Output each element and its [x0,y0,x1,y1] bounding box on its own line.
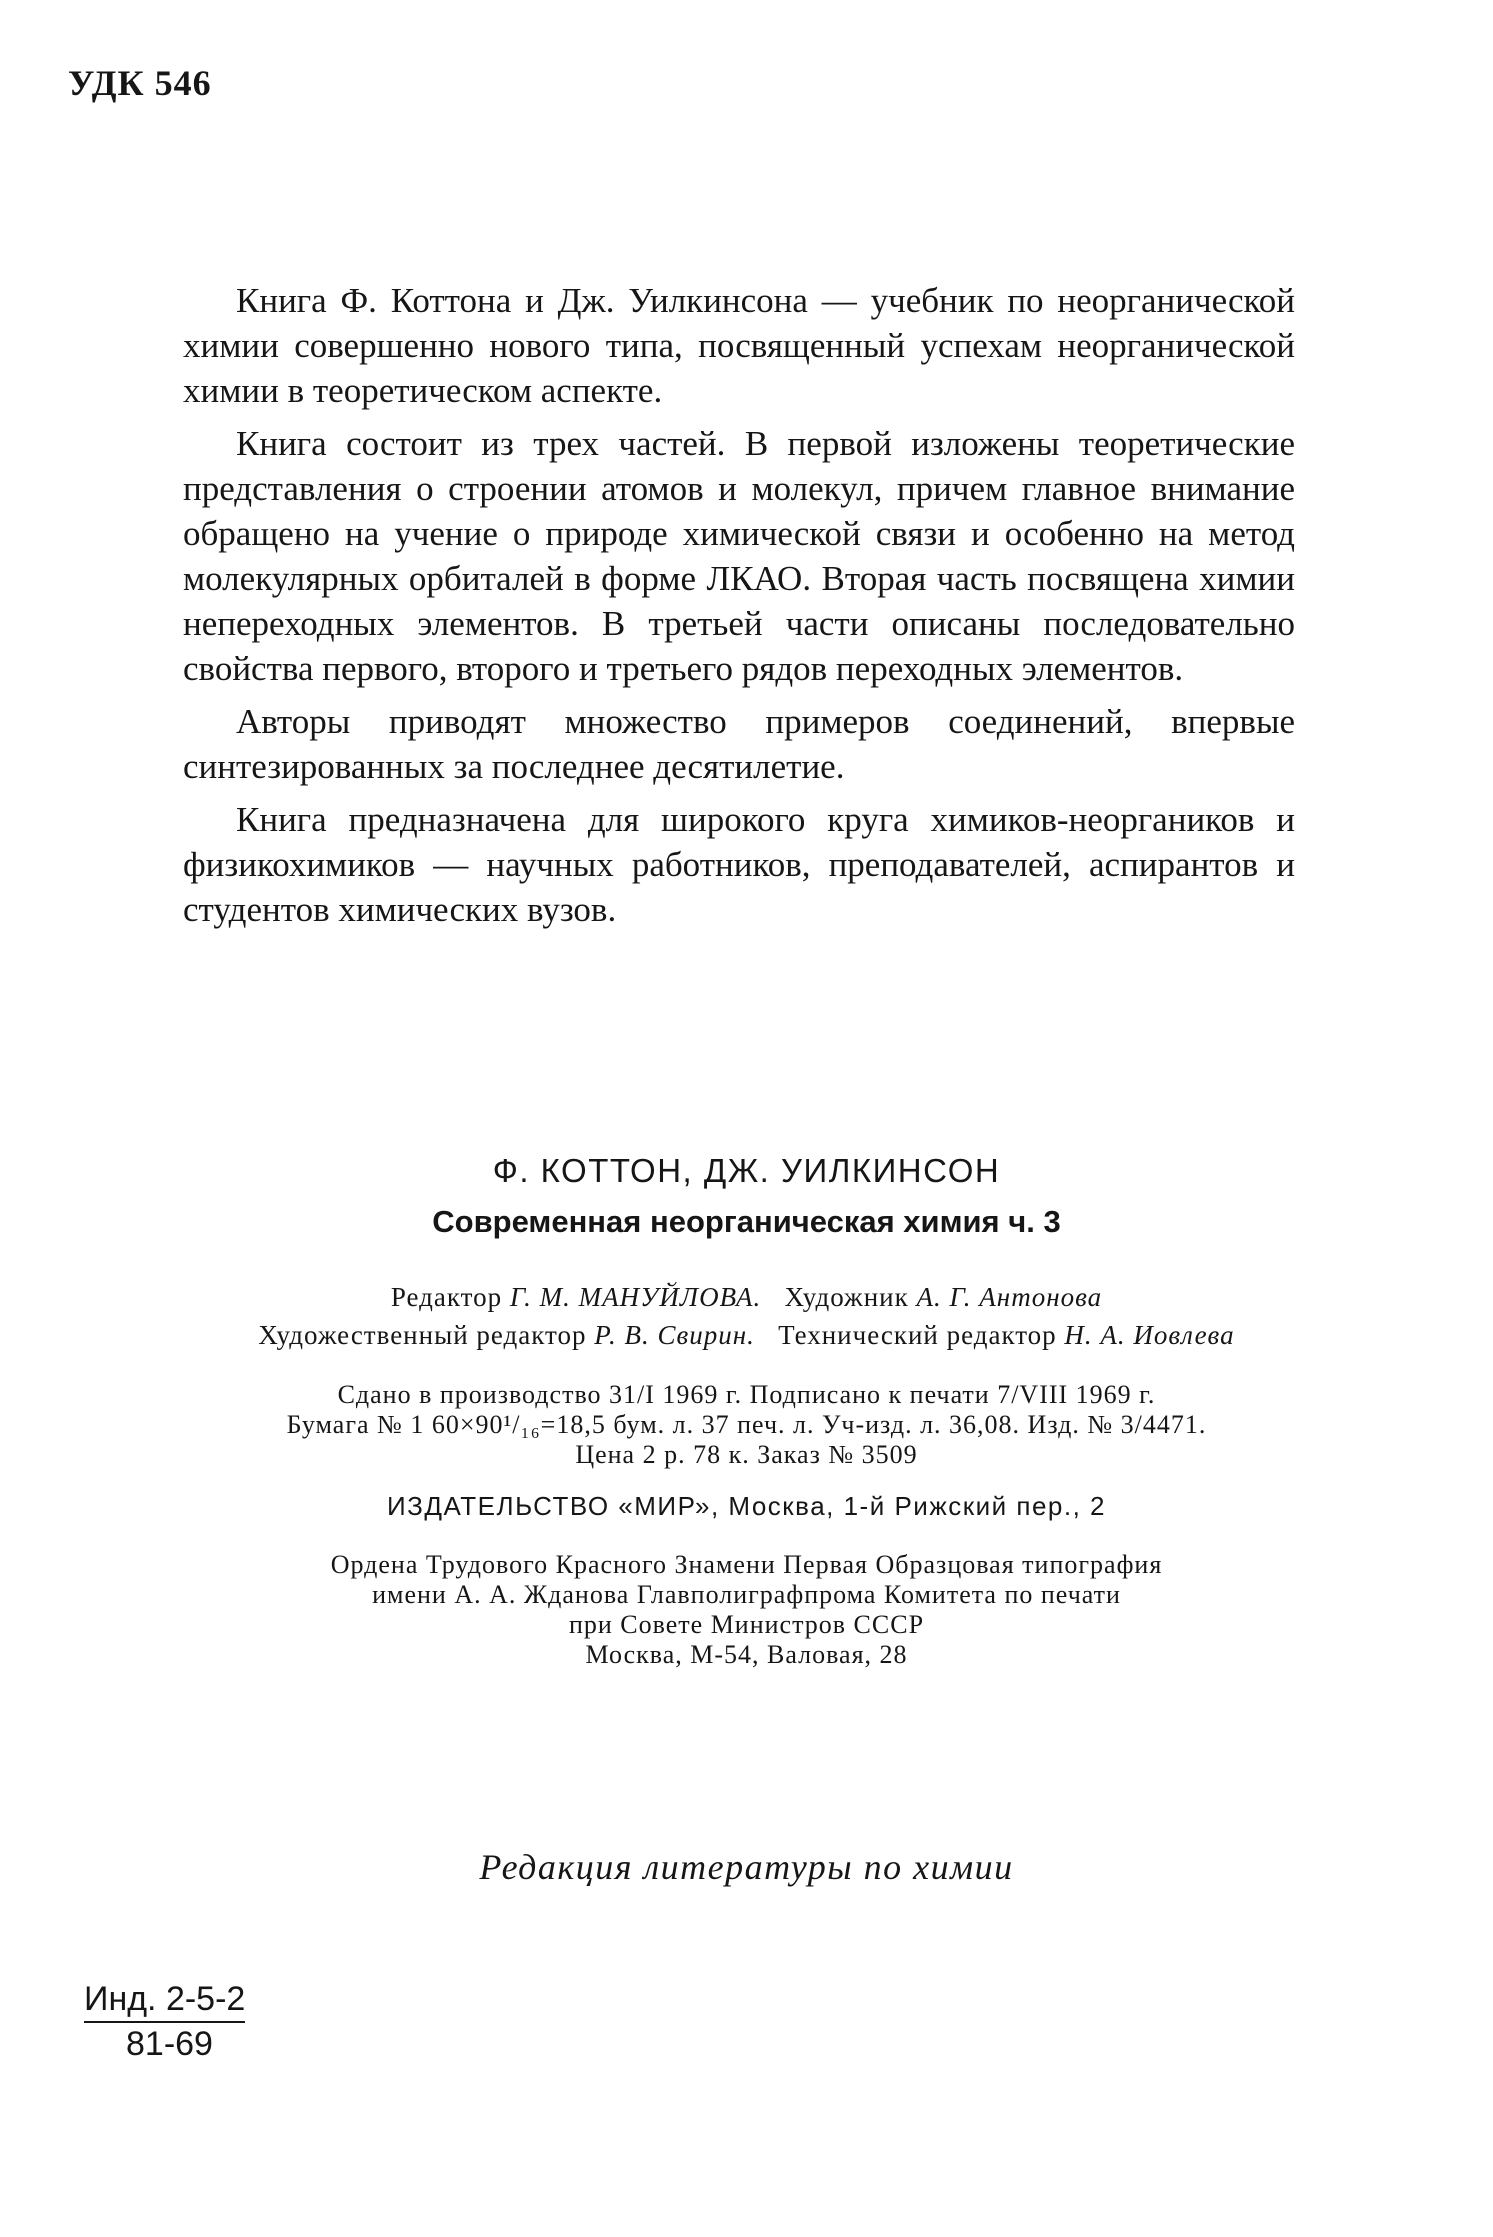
artist-name: А. Г. Антонова [916,1282,1103,1312]
book-authors: Ф. КОТТОН, ДЖ. УИЛКИНСОН [492,1152,1001,1189]
art-editor-name: Р. В. Свирин. [594,1320,755,1350]
annotation-paragraph: Книга Ф. Коттона и Дж. Уилкинсона — учебник по неорганической химии совершенно нового типа, посвященный успехам неорганической химии в теоретическом аспекте. [183,281,1295,410]
artist-label: Художник [784,1282,909,1312]
printer-line: при Совете Министров СССР [568,1610,925,1639]
editor-name: Г. М. МАНУЙЛОВА. [509,1282,762,1312]
printer-line: имени А. А. Жданова Главполиграфпрома Комитета по печати [372,1580,1121,1609]
index-denominator: 81-69 [126,2025,213,2063]
print-info-line: Цена 2 р. 78 к. Заказ № 3509 [575,1440,918,1469]
index-code [84,1980,245,2064]
print-info-line: Сдано в производство 31/I 1969 г. Подписано к печати 7/VIII 1969 г. [337,1380,1156,1409]
print-info [0,1380,1493,1470]
printer-line: Ордена Трудового Красного Знамени Первая Образцовая типография [330,1550,1163,1579]
publisher: ИЗДАТЕЛЬСТВО «МИР», Москва, 1-й Рижский пер., 2 [386,1491,1106,1521]
credits-line-1 [0,1278,1493,1316]
annotation-paragraph: Авторы приводят множество примеров соединений, впервые синтезированных за последнее десятилетие. [183,702,1295,786]
udk-code: УДК 546 [68,63,212,103]
annotation-paragraph: Книга состоит из трех частей. В первой изложены теоретические представления о строении атомов и молекул, причем главное внимание обращено на учение о природе химической связи и особенно на метод молекулярных орбиталей в форме ЛКАО. Вторая часть посвящена химии непереходных элементов. В третьей части описаны последовательно свойства первого, второго и третьего рядов переходных элементов. [183,424,1295,688]
tech-editor-name: Н. А. Иовлева [1064,1320,1235,1350]
tech-editor-label: Технический редактор [778,1320,1057,1350]
art-editor-label: Художественный редактор [258,1320,587,1350]
book-title: Современная неорганическая химия ч. 3 [432,1204,1061,1239]
credits-line-2 [0,1316,1493,1354]
editor-label: Редактор [390,1282,503,1312]
printer-info [0,1550,1493,1670]
editorial-office: Редакция литературы по химии [479,1847,1014,1887]
annotation [183,278,1295,940]
print-info-line: Бумага № 1 60×90¹/₁₆=18,5 бум. л. 37 печ. л. Уч-изд. л. 36,08. Изд. № 3/4471. [286,1410,1207,1439]
index-numerator: Инд. 2-5-2 [84,1980,245,2023]
annotation-paragraph: Книга предназначена для широкого круга химиков-неоргаников и физикохимиков — научных работников, преподавателей, аспирантов и студентов химических вузов. [183,800,1295,929]
printer-line: Москва, М-54, Валовая, 28 [585,1640,908,1669]
credits [0,1278,1493,1354]
